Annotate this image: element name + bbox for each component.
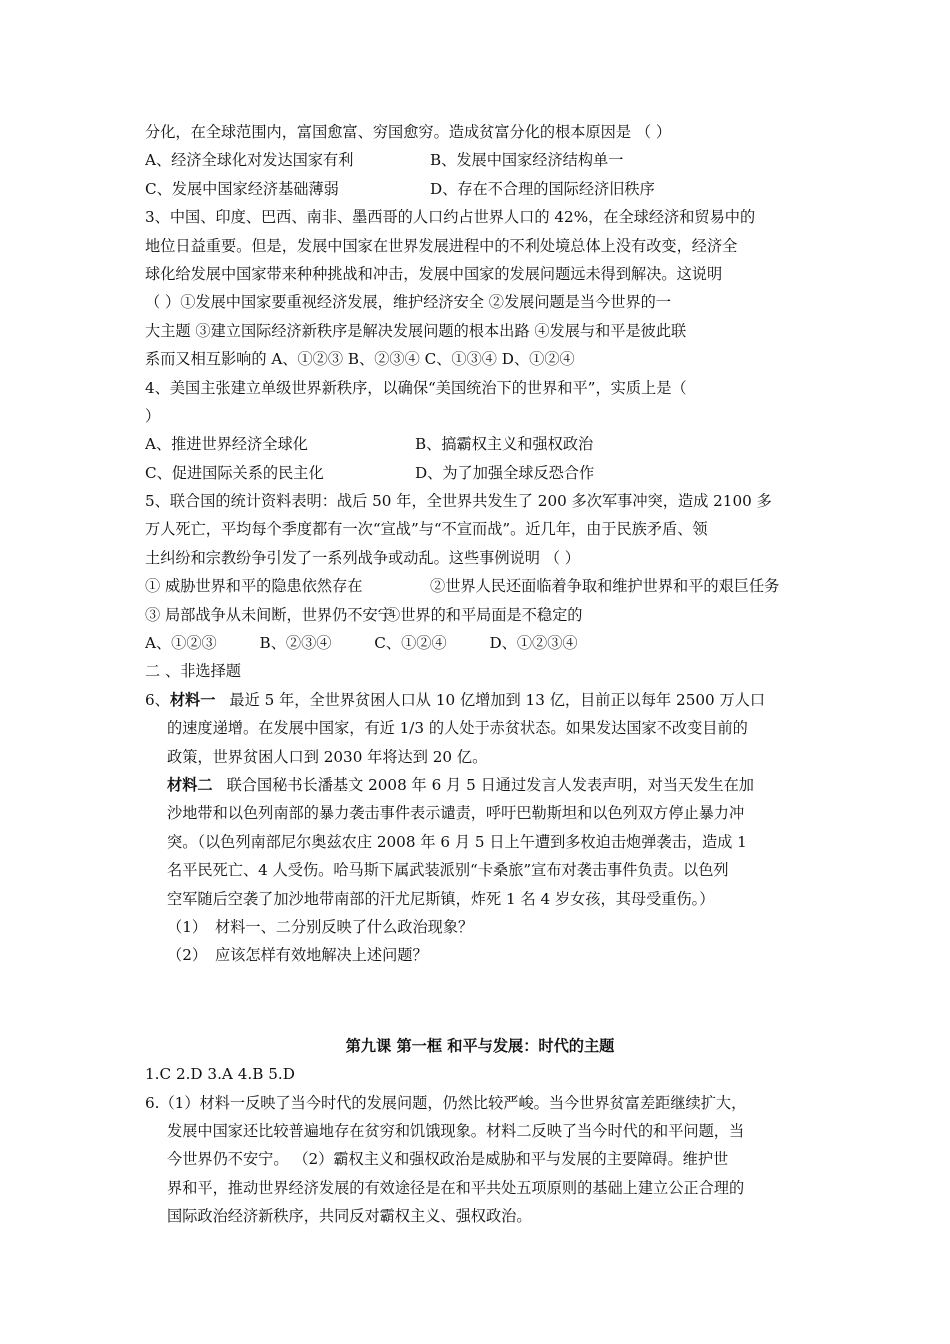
q2-option-b: B、发展中国家经济结构单一 xyxy=(430,151,624,170)
q6-material2-text: 联合国秘书长潘基文 2008 年 6 月 5 日通过发言人发表声明，对当天发生在加 xyxy=(226,775,754,794)
q5-statement-3: ③ 局部战争从未间断，世界仍不安宁 xyxy=(145,605,393,624)
q6-material2-line: 空军随后空袭了加沙地带南部的汗尤尼斯镇，炸死 1 名 4 岁女孩，其母受重伤。） xyxy=(167,889,715,908)
answers-q6-line: 界和平，推动世界经济发展的有效途径是在和平共处五项原则的基础上建立公正合理的 xyxy=(167,1178,745,1197)
q5-statements-row2 xyxy=(145,601,815,629)
q5-statements-row1 xyxy=(145,572,815,600)
q2-option-d: D、存在不合理的国际经济旧秩序 xyxy=(430,179,655,198)
q5-line: 万人死亡，平均每个季度都有一次“宣战”与“不宣而战”。近几年，由于民族矛盾、领 xyxy=(145,520,708,539)
q6-number: 6、 xyxy=(145,690,170,709)
worksheet-page xyxy=(145,118,815,1230)
q2-option-c: C、发展中国家经济基础薄弱 xyxy=(145,179,339,198)
q6-material1-line: 的速度递增。在发展中国家，有近 1/3 的人处于赤贫状态。如果发达国家不改变目前的 xyxy=(167,719,748,738)
q5-line: 5、联合国的统计资料表明：战后 50 年，全世界共发生了 200 多次军事冲突，造成 2100 多 xyxy=(145,492,772,511)
answers-heading: 第九课 第一框 和平与发展：时代的主题 xyxy=(345,1036,615,1055)
answers-q6-line: 6.（1）材料一反映了当今时代的发展问题，仍然比较严峻。当今世界贫富差距继续扩大， xyxy=(145,1093,747,1112)
q6-material2-line: 沙地带和以色列南部的暴力袭击事件表示谴责，呼吁巴勒斯坦和以色列双方停止暴力冲 xyxy=(167,804,745,823)
q6-material2-label: 材料二 xyxy=(167,775,213,794)
q6-subquestion-2 xyxy=(145,941,815,969)
q5-option-a: A、①②③ xyxy=(145,634,217,653)
answers-q6-line: 发展中国家还比较普遍地存在贫穷和饥饿现象。材料二反映了当今时代的和平问题，当 xyxy=(167,1121,745,1140)
q3-line: 3、中国、印度、巴西、南非、墨西哥的人口约占世界人口的 42%，在全球经济和贸易中的 xyxy=(145,208,756,227)
q5-option-c: C、①②④ xyxy=(374,634,447,653)
q4-option-c: C、促进国际关系的民主化 xyxy=(145,463,324,482)
q5-line: 土纠纷和宗教纷争引发了一系列战争或动乱。这些事例说明 （ ） xyxy=(145,548,580,567)
q6-sub1-label: （1） xyxy=(167,917,208,936)
q4-line: 4、美国主张建立单级世界新秩序，以确保“美国统治下的世界和平”，实质上是（ xyxy=(145,378,687,397)
q6-material1-text: 最近 5 年，全世界贫困人口从 10 亿增加到 13 亿，目前正以每年 2500 万人口 xyxy=(229,690,766,709)
q6-material1-line: 政策，世界贫困人口到 2030 年将达到 20 亿。 xyxy=(167,747,488,766)
q3-line: 大主题 ③建立国际经济新秩序是解决发展问题的根本出路 ④发展与和平是彼此联 xyxy=(145,321,687,340)
q5-option-d: D、①②③④ xyxy=(489,634,578,653)
q6-subquestion-1 xyxy=(145,913,815,941)
q3-line: （ ）①发展中国家要重视经济发展，维护经济安全 ②发展问题是当今世界的一 xyxy=(145,293,672,312)
q6-sub1-text: 材料一、二分别反映了什么政治现象？ xyxy=(215,917,474,936)
q2-options-row2 xyxy=(145,175,815,203)
q5-statement-4: ④世界的和平局面是不稳定的 xyxy=(385,605,583,624)
q6-sub2-text: 应该怎样有效地解决上述问题？ xyxy=(215,946,428,965)
q4-option-d: D、为了加强全球反恐合作 xyxy=(415,463,595,482)
q2-options-row1 xyxy=(145,146,815,174)
q6-material2-line: 名平民死亡、4 人受伤。哈马斯下属武装派别“卡桑旅”宣布对袭击事件负责。以色列 xyxy=(167,861,729,880)
q4-option-a: A、推进世界经济全球化 xyxy=(145,435,308,454)
q6-material1-first xyxy=(145,686,815,714)
q6-material1-label: 材料一 xyxy=(169,690,216,709)
q4-options-row1 xyxy=(145,430,815,458)
q3-line: 球化给发展中国家带来种种挑战和冲击，发展中国家的发展问题远未得到解决。这说明 xyxy=(145,264,723,283)
q3-line: 系而又相互影响的 A、①②③ B、②③④ C、①③④ D、①②④ xyxy=(145,350,575,369)
answers-q6-line: 国际政治经济新秩序，共同反对霸权主义、强权政治。 xyxy=(167,1207,532,1226)
q4-line: ） xyxy=(145,406,161,425)
q6-material2-line: 突。（以色列南部尼尔奥兹农庄 2008 年 6 月 5 日上午遭到多枚迫击炮弹袭击，造成 1 xyxy=(167,832,747,851)
q3-line: 地位日益重要。但是，发展中国家在世界发展进程中的不利处境总体上没有改变，经济全 xyxy=(145,236,738,255)
q6-material2-first xyxy=(145,771,815,799)
answers-choice: 1.C 2.D 3.A 4.B 5.D xyxy=(145,1065,295,1084)
q2-stem: 分化，在全球范围内，富国愈富、穷国愈穷。造成贫富分化的根本原因是 （ ） xyxy=(145,123,672,141)
q5-statement-1: ① 威胁世界和平的隐患依然存在 xyxy=(145,577,363,596)
section-title: 二 、非选择题 xyxy=(145,662,241,681)
q5-statement-2: ②世界人民还面临着争取和维护世界和平的艰巨任务 xyxy=(430,577,780,596)
q4-options-row2 xyxy=(145,459,815,487)
q5-option-b: B、②③④ xyxy=(259,634,332,653)
q4-option-b: B、搞霸权主义和强权政治 xyxy=(415,435,594,454)
q6-sub2-label: （2） xyxy=(167,946,208,965)
answers-q6-line: 今世界仍不安宁。 （2）霸权主义和强权政治是威胁和平与发展的主要障碍。维护世 xyxy=(167,1150,729,1169)
q5-options xyxy=(145,629,815,657)
q2-option-a: A、经济全球化对发达国家有利 xyxy=(145,151,354,170)
